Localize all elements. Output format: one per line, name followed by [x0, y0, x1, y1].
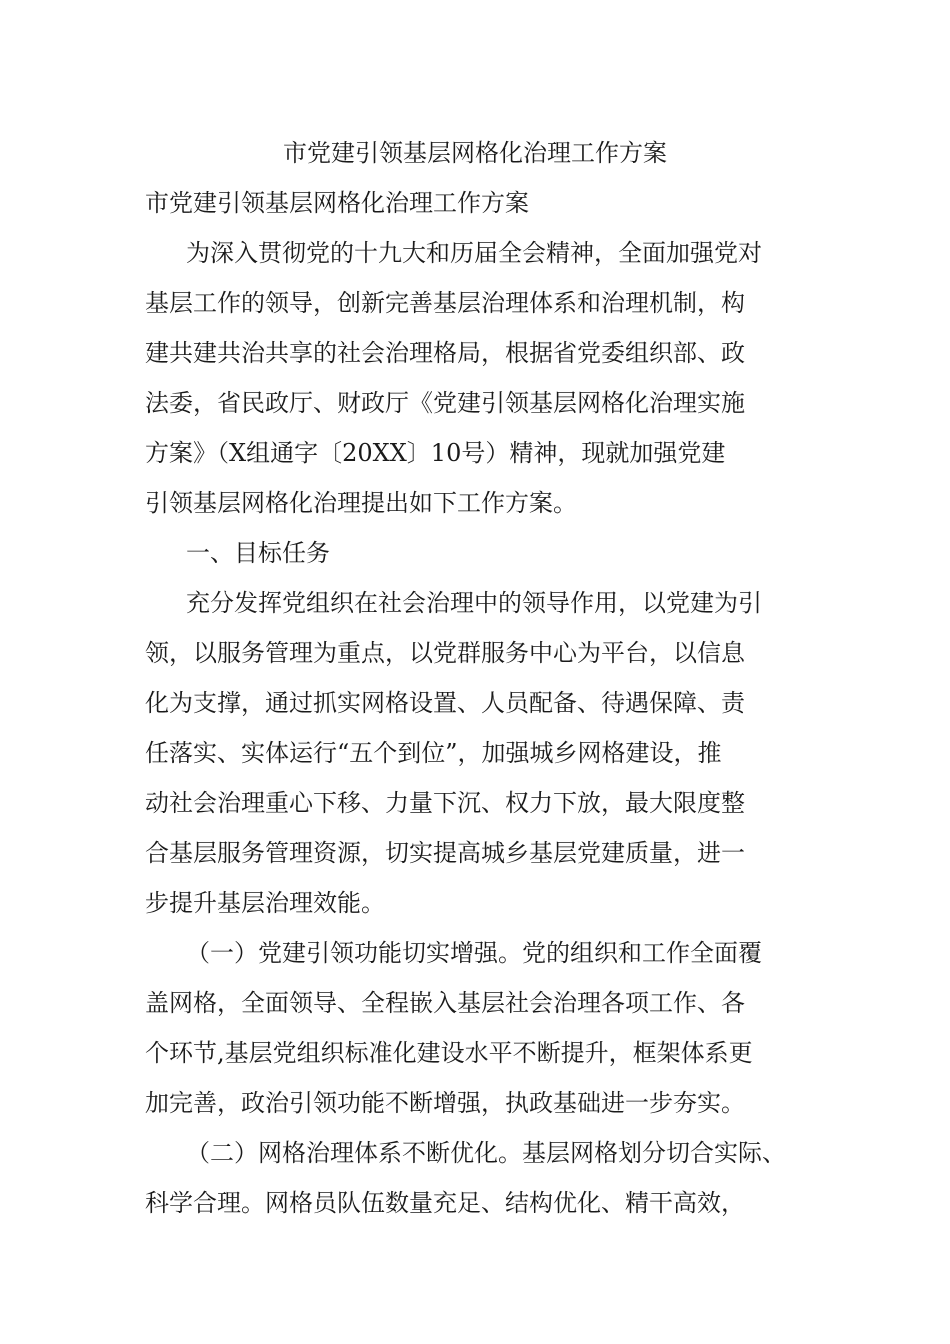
paragraph-line: （一）党建引领功能切实增强。党的组织和工作全面覆: [186, 939, 762, 967]
paragraph-line: 任落实、实体运行“五个到位”，加强城乡网格建设，推: [145, 739, 722, 767]
paragraph-line: 引领基层网格化治理提出如下工作方案。: [145, 489, 577, 517]
paragraph-line: 步提升基层治理效能。: [145, 889, 385, 917]
paragraph-line: 方案》（X组通字〔20XX〕10号）精神，现就加强党建: [145, 439, 726, 467]
paragraph-line: 合基层服务管理资源，切实提高城乡基层党建质量，进一: [145, 839, 745, 867]
document-title: 市党建引领基层网格化治理工作方案: [283, 139, 667, 167]
paragraph-line: 加完善，政治引领功能不断增强，执政基础进一步夯实。: [145, 1089, 745, 1117]
paragraph-line: 法委，省民政厅、财政厅《党建引领基层网格化治理实施: [145, 389, 745, 417]
paragraph-line: 个环节,基层党组织标准化建设水平不断提升，框架体系更: [145, 1039, 753, 1067]
paragraph-line: 基层工作的领导，创新完善基层治理体系和治理机制，构: [145, 289, 745, 317]
paragraph-line: 为深入贯彻党的十九大和历届全会精神，全面加强党对: [186, 239, 762, 267]
paragraph-line: 建共建共治共享的社会治理格局，根据省党委组织部、政: [145, 339, 745, 367]
paragraph-line: 充分发挥党组织在社会治理中的领导作用，以党建为引: [186, 589, 762, 617]
paragraph-line: （二）网格治理体系不断优化。基层网格划分切合实际、: [186, 1139, 786, 1167]
paragraph-line: 盖网格，全面领导、全程嵌入基层社会治理各项工作、各: [145, 989, 745, 1017]
paragraph-line: 领，以服务管理为重点，以党群服务中心为平台，以信息: [145, 639, 745, 667]
paragraph-line: 动社会治理重心下移、力量下沉、权力下放，最大限度整: [145, 789, 745, 817]
paragraph-line: 科学合理。网格员队伍数量充足、结构优化、精干高效，: [145, 1189, 745, 1217]
section-heading: 一、目标任务: [186, 539, 330, 567]
document-subtitle: 市党建引领基层网格化治理工作方案: [145, 189, 529, 217]
paragraph-line: 化为支撑，通过抓实网格设置、人员配备、待遇保障、责: [145, 689, 745, 717]
